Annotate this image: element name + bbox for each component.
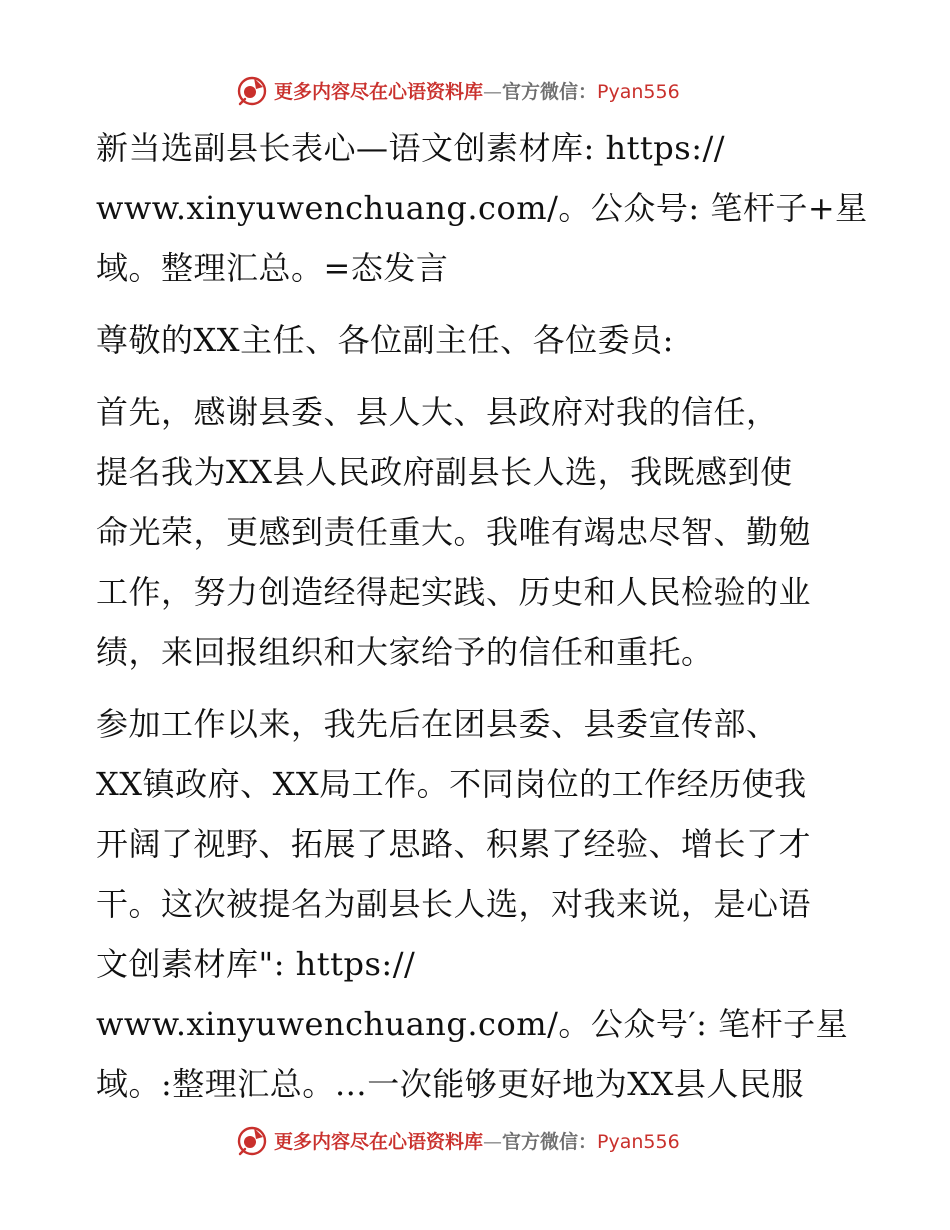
text-line: 文创素材库": https://: [96, 945, 416, 983]
paragraph-experience: [96, 694, 856, 1114]
banner-brand-text: 更多内容尽在心语资料库: [274, 1130, 484, 1153]
text-line: 新当选副县长表心—语文创素材库: https://: [96, 129, 726, 167]
text-line: www.xinyuwenchuang.com/。公众号′: 笔杆子星: [96, 1005, 849, 1043]
text-line: 绩，来回报组织和大家给予的信任和重托。: [96, 633, 714, 671]
header-banner: [236, 72, 716, 108]
footer-banner: [236, 1122, 716, 1158]
text-line: 工作，努力创造经得起实践、历史和人民检验的业: [96, 573, 812, 611]
paragraph-salutation: [96, 310, 856, 370]
banner-dash: —: [483, 80, 503, 103]
text-line: www.xinyuwenchuang.com/。公众号: 笔杆子+星: [96, 189, 868, 227]
banner-brand-text: 更多内容尽在心语资料库: [274, 80, 484, 103]
brand-logo-icon: [236, 1124, 268, 1156]
banner-text: [274, 1127, 680, 1154]
text-line: 参加工作以来，我先后在团县委、县委宣传部、: [96, 705, 779, 743]
text-line: 域。:整理汇总。…一次能够更好地为XX县人民服: [96, 1065, 804, 1103]
text-line: XX镇政府、XX局工作。不同岗位的工作经历使我: [96, 765, 807, 803]
text-line: 提名我为XX县人民政府副县长人选，我既感到使: [96, 453, 793, 491]
banner-wechat-label: 官方微信：: [502, 80, 598, 103]
banner-wechat-label: 官方微信：: [502, 1130, 598, 1153]
banner-text: [274, 77, 680, 104]
text-line: 域。整理汇总。=态发言: [96, 249, 449, 287]
text-line: 命光荣，更感到责任重大。我唯有竭忠尽智、勤勉: [96, 513, 812, 551]
banner-dash: —: [483, 1130, 503, 1153]
paragraph-thanks: [96, 382, 856, 682]
text-line: 干。这次被提名为副县长人选，对我来说，是心语: [96, 885, 812, 923]
brand-logo-icon: [236, 74, 268, 106]
banner-wechat-id: Pyan556: [597, 1130, 680, 1153]
text-line: 首先，感谢县委、县人大、县政府对我的信任，: [96, 393, 779, 431]
text-line: 开阔了视野、拓展了思路、积累了经验、增长了才: [96, 825, 812, 863]
paragraph-title: [96, 118, 868, 298]
document-body: [96, 118, 868, 1114]
text-line: 尊敬的XX主任、各位副主任、各位委员:: [96, 321, 674, 359]
banner-wechat-id: Pyan556: [597, 80, 680, 103]
